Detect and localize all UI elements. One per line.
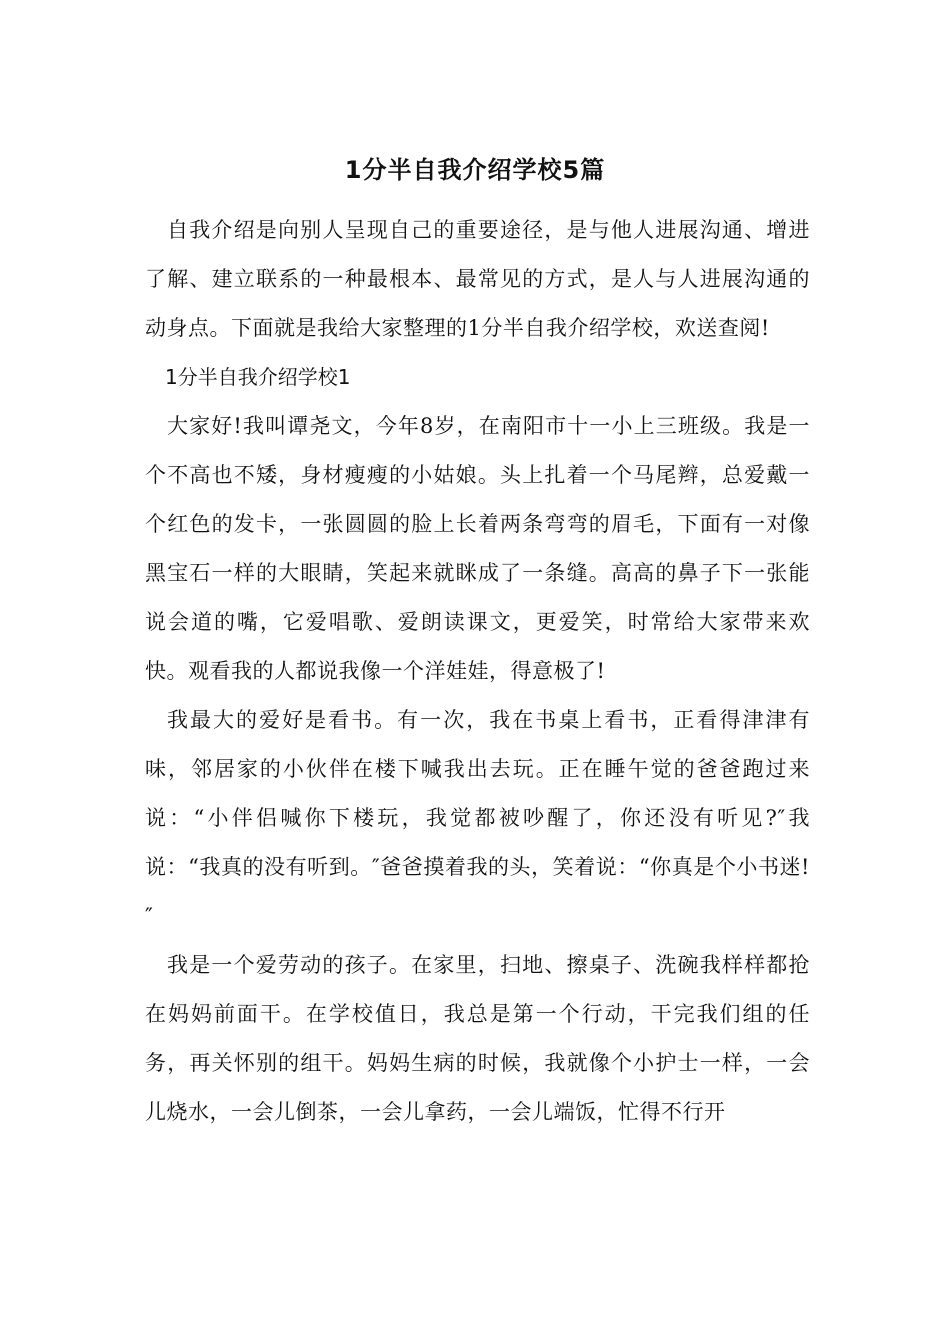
document-body bbox=[145, 206, 810, 1137]
document-title: 1分半自我介绍学校5篇 bbox=[344, 156, 606, 184]
body-paragraph: 我最大的爱好是看书。有一次，我在书桌上看书，正看得津津有味，邻居家的小伙伴在楼下喊我出去玩。正在睡午觉的爸爸跑过来说：“小伴侣喊你下楼玩，我觉都被吵醒了，你还没有听见?″我说：“我真的没有听到。″爸爸摸着我的头，笑着说：“你真是个小书迷!″ bbox=[145, 708, 810, 928]
section-heading: 1分半自我介绍学校1 bbox=[165, 365, 351, 389]
body-paragraph: 大家好!我叫谭尧文，今年8岁，在南阳市十一小上三班级。我是一个不高也不矮，身材瘦瘦的小姑娘。头上扎着一个马尾辫，总爱戴一个红色的发卡，一张圆圆的脸上长着两条弯弯的眉毛，下面有一对像黑宝石一样的大眼睛，笑起来就眯成了一条缝。高高的鼻子下一张能说会道的嘴，它爱唱歌、爱朗读课文，更爱笑，时常给大家带来欢快。观看我的人都说我像一个洋娃娃，得意极了! bbox=[145, 414, 810, 683]
body-paragraph: 我是一个爱劳动的孩子。在家里，扫地、擦桌子、洗碗我样样都抢在妈妈前面干。在学校值日，我总是第一个行动，干完我们组的任务，再关怀别的组干。妈妈生病的时候，我就像个小护士一样，一会儿烧水，一会儿倒茶，一会儿拿药，一会儿端饭，忙得不行开 bbox=[145, 953, 810, 1124]
intro-paragraph: 自我介绍是向别人呈现自己的重要途径，是与他人进展沟通、增进了解、建立联系的一种最根本、最常见的方式，是人与人进展沟通的动身点。下面就是我给大家整理的1分半自我介绍学校，欢送查阅! bbox=[145, 218, 810, 340]
